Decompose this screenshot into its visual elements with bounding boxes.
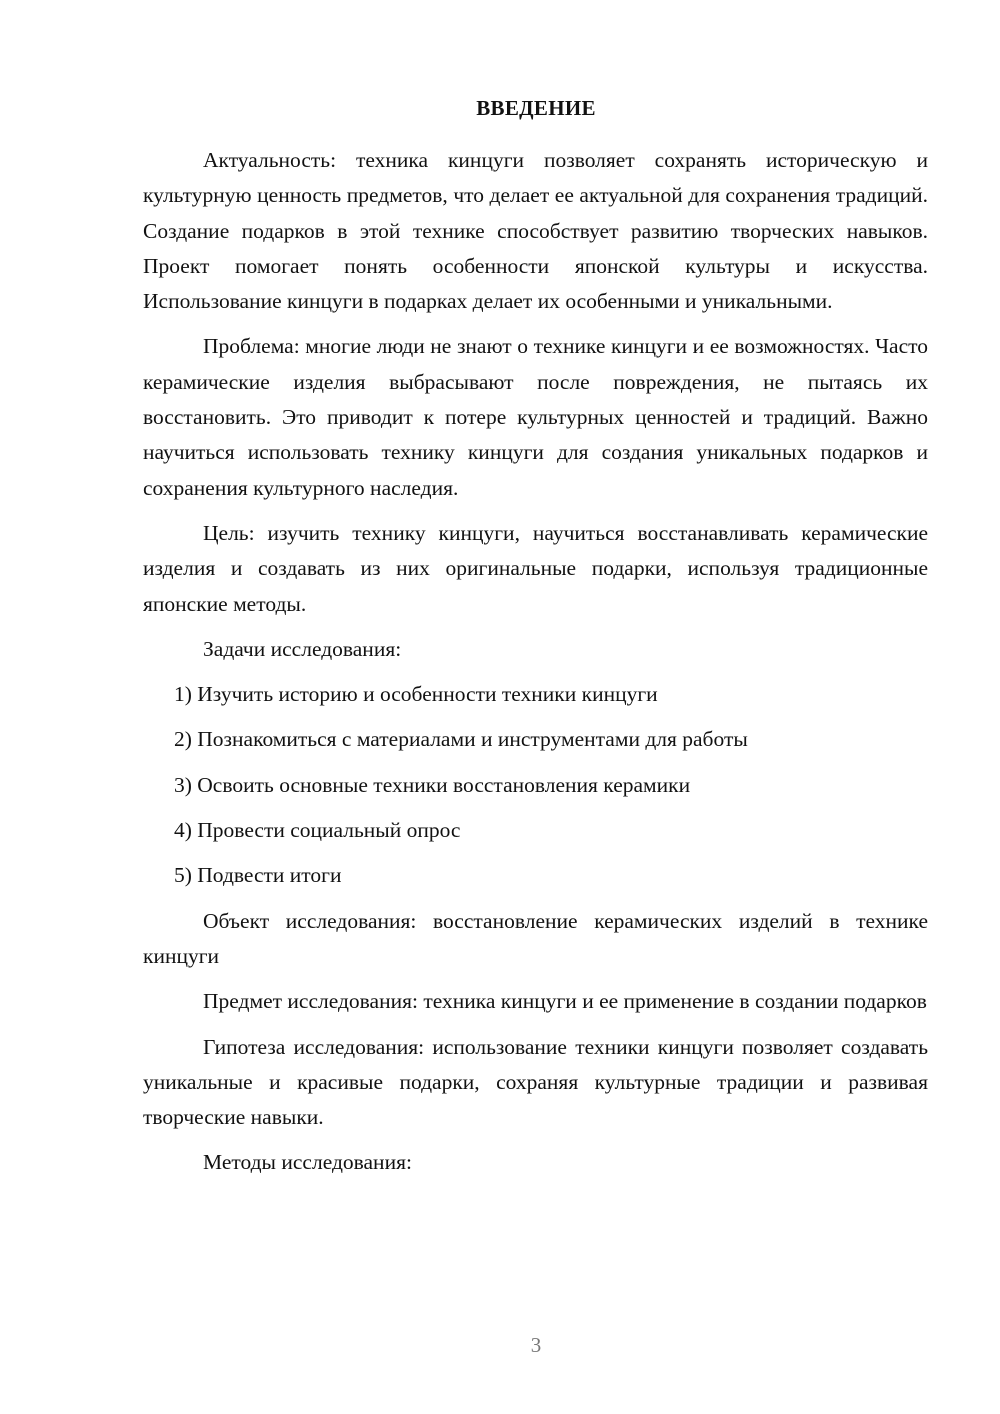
paragraph-problem: Проблема: многие люди не знают о технике кинцуги и ее возможностях. Часто керамические изделия выбрасывают после повреждения, не пытаясь их восстановить. Это приводит к потере культурных ценностей и традиций. Важно научиться использовать технику кинцуги для создания уникальных подарков и сохранения культурного наследия. (143, 334, 928, 500)
list-item: 1) Изучить историю и особенности техники кинцуги (174, 682, 658, 707)
page-number: 3 (530, 1333, 542, 1357)
list-item: 3) Освоить основные техники восстановления керамики (174, 772, 691, 797)
body-text (143, 143, 928, 1191)
tasks-title: Задачи исследования: (203, 636, 402, 661)
tasks-list (143, 677, 928, 893)
methods-title: Методы исследования: (203, 1150, 412, 1175)
paragraph-subject: Предмет исследования: техника кинцуги и ее применение в создании подарков (203, 989, 927, 1014)
list-item: 2) Познакомиться с материалами и инструментами для работы (174, 727, 748, 752)
paragraph-hypothesis: Гипотеза исследования: использование техники кинцуги позволяет создавать уникальные и красивые подарки, сохраняя культурные традиции и развивая творческие навыки. (143, 1034, 928, 1130)
paragraph-goal: Цель: изучить технику кинцуги, научиться восстанавливать керамические изделия и создавать из них оригинальные подарки, используя традиционные японские методы. (143, 520, 928, 616)
list-item: 5) Подвести итоги (174, 863, 342, 888)
paragraph-relevance: Актуальность: техника кинцуги позволяет сохранять историческую и культурную ценность предметов, что делает ее актуальной для сохранения традиций. Создание подарков в этой технике способствует развитию творческих навыков. Проект помогает понять особенности японской культуры и искусства. Использование кинцуги в подарках делает их особенными и уникальными. (143, 148, 928, 314)
list-item: 4) Провести социальный опрос (174, 818, 461, 843)
paragraph-object: Объект исследования: восстановление керамических изделий в технике кинцуги (143, 908, 928, 968)
section-heading: ВВЕДЕНИЕ (476, 96, 596, 120)
